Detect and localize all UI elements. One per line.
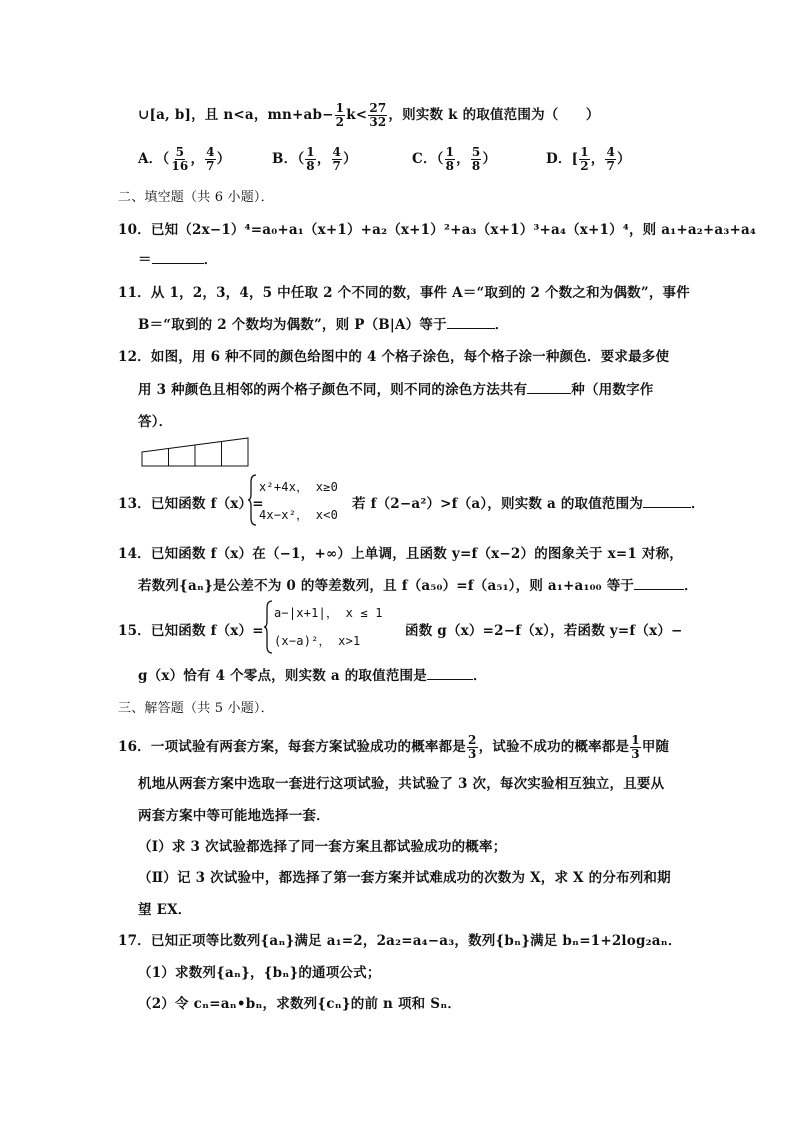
q12-number: 12．	[118, 349, 151, 365]
q16-line1: 16．一项试验有两套方案，每套方案试验成功的概率都是 $\frac{2}{3}$ ，试验不成功的概率都是 $\frac{1}{3}$ 甲随	[118, 733, 670, 761]
q17-line1: 17．已知正项等比数列{aₙ}满足 a₁=2，2a₂=a₄−a₃，数列{bₙ}满足 bₙ=1+2log₂aₙ．	[118, 933, 682, 949]
section-title-fill-in: 二、填空题（共 6 小题）．	[118, 190, 274, 205]
answer-blank	[427, 667, 473, 680]
q12-line1: 12．如图，用 6 种不同的颜色给图中的 4 个格子涂色，每个格子涂一种颜色．要求最多使	[118, 349, 670, 365]
q14-number: 14．	[118, 546, 151, 562]
q13-case1: x²+4x， x≥0	[259, 480, 339, 494]
q11-line2: B＝“取到的 2 个数均为偶数”，则 P（B|A）等于 ．	[138, 317, 509, 333]
answer-blank	[447, 316, 495, 329]
q16-number: 16．	[118, 739, 151, 755]
q10-line2: ＝ ．	[138, 252, 218, 268]
q9-option-d: D．[ $\frac{1}{2}$ ， $\frac{4}{7}$ ）	[546, 145, 631, 173]
answer-blank	[527, 381, 571, 394]
q9-option-a: A．（ $\frac{5}{16}$ ， $\frac{4}{7}$ ）	[138, 145, 231, 173]
fraction-27-32: $\frac{27}{32}$	[369, 101, 387, 129]
q13-line: 13．已知函数 f（x）=	[118, 496, 264, 512]
q16-line3: 两套方案中等可能地选择一套．	[138, 808, 330, 824]
fraction-one-third: $\frac{1}{3}$	[631, 733, 640, 761]
grid-cells-figure	[138, 436, 250, 468]
fraction-one-half: $\frac{1}{2}$	[335, 101, 345, 129]
q17-part2: （2）令 cₙ=aₙ•bₙ，求数列{cₙ}的前 n 项和 Sₙ．	[138, 996, 462, 1012]
q9-text-prefix: ∪[a, b]，且 n<a，mn+ab−	[138, 107, 334, 123]
q11-line1: 11．从 1，2，3，4，5 中任取 2 个不同的数，事件 A＝“取到的 2 个数之和为偶数”，事件	[118, 285, 690, 301]
answer-blank	[643, 495, 691, 508]
q15-line: 15．已知函数 f（x）=	[118, 623, 264, 639]
q9-option-c: C．（ $\frac{1}{8}$ ， $\frac{5}{8}$ ）	[412, 145, 497, 173]
q13-number: 13．	[118, 496, 151, 512]
q16-part1: （Ⅰ）求 3 次试验都选择了同一套方案且都试验成功的概率；	[138, 839, 507, 855]
q13-suffix: 若 f（2−a²）>f（a），则实数 a 的取值范围为 ．	[352, 496, 705, 512]
q15-number: 15．	[118, 623, 151, 639]
q16-line2: 机地从两套方案中选取一套进行这项试验，共试验了 3 次，每次实验相互独立，且要从	[138, 776, 665, 792]
q9-option-b: B．（ $\frac{1}{8}$ ， $\frac{4}{7}$ ）	[272, 145, 357, 173]
q10-line1: 10．已知（2x−1）⁴=a₀+a₁（x+1）+a₂（x+1）²+a₃（x+1）³+a₄（x+1）⁴，则 a₁+a₂+a₃+a₄	[118, 222, 757, 238]
q17-part1: （1）求数列{aₙ}，{bₙ}的通项公式；	[138, 965, 381, 981]
q12-line3: 答）．	[138, 414, 173, 430]
left-brace-icon	[263, 600, 273, 654]
q11-number: 11．	[118, 285, 151, 301]
q9-text-suffix: ，则实数 k 的取值范围为（ ）	[388, 107, 600, 123]
q15-line2: g（x）恰有 4 个零点，则实数 a 的取值范围是 ．	[138, 668, 487, 684]
answer-blank	[634, 577, 684, 590]
q10-number: 10．	[118, 222, 151, 238]
q14-line2: 若数列{aₙ}是公差不为 0 的等差数列，且 f（a₅₀）=f（a₅₁），则 a₁+a₁₀₀ 等于 ．	[138, 578, 698, 594]
q15-case2: (x−a)²， x>1	[274, 634, 361, 648]
q16-part2: （Ⅱ）记 3 次试验中，都选择了第一套方案并试难成功的次数为 X，求 X 的分布列和期	[138, 870, 671, 886]
q9-text-mid: k<	[346, 107, 368, 123]
section-title-solutions: 三、解答题（共 5 小题）．	[118, 701, 274, 716]
q15-suffix: 函数 g（x）=2−f（x），若函数 y=f（x）−	[405, 623, 683, 639]
q15-case1: a−|x+1|， x ≤ 1	[274, 606, 383, 620]
left-brace-icon	[247, 474, 257, 526]
answer-blank	[152, 251, 204, 264]
q16-part2-cont: 望 EX．	[138, 902, 192, 918]
q9-continuation	[138, 102, 600, 129]
fraction-two-thirds: $\frac{2}{3}$	[468, 733, 477, 761]
q13-case2: 4x−x²， x<0	[259, 508, 339, 522]
q14-line1: 14．已知函数 f（x）在（−1，+∞）上单调，且函数 y=f（x−2）的图象关于 x=1 对称，	[118, 546, 683, 562]
q12-line2: 用 3 种颜色且相邻的两个格子颜色不同，则不同的涂色方法共有 种（用数字作	[138, 382, 654, 398]
q17-number: 17．	[118, 933, 151, 949]
